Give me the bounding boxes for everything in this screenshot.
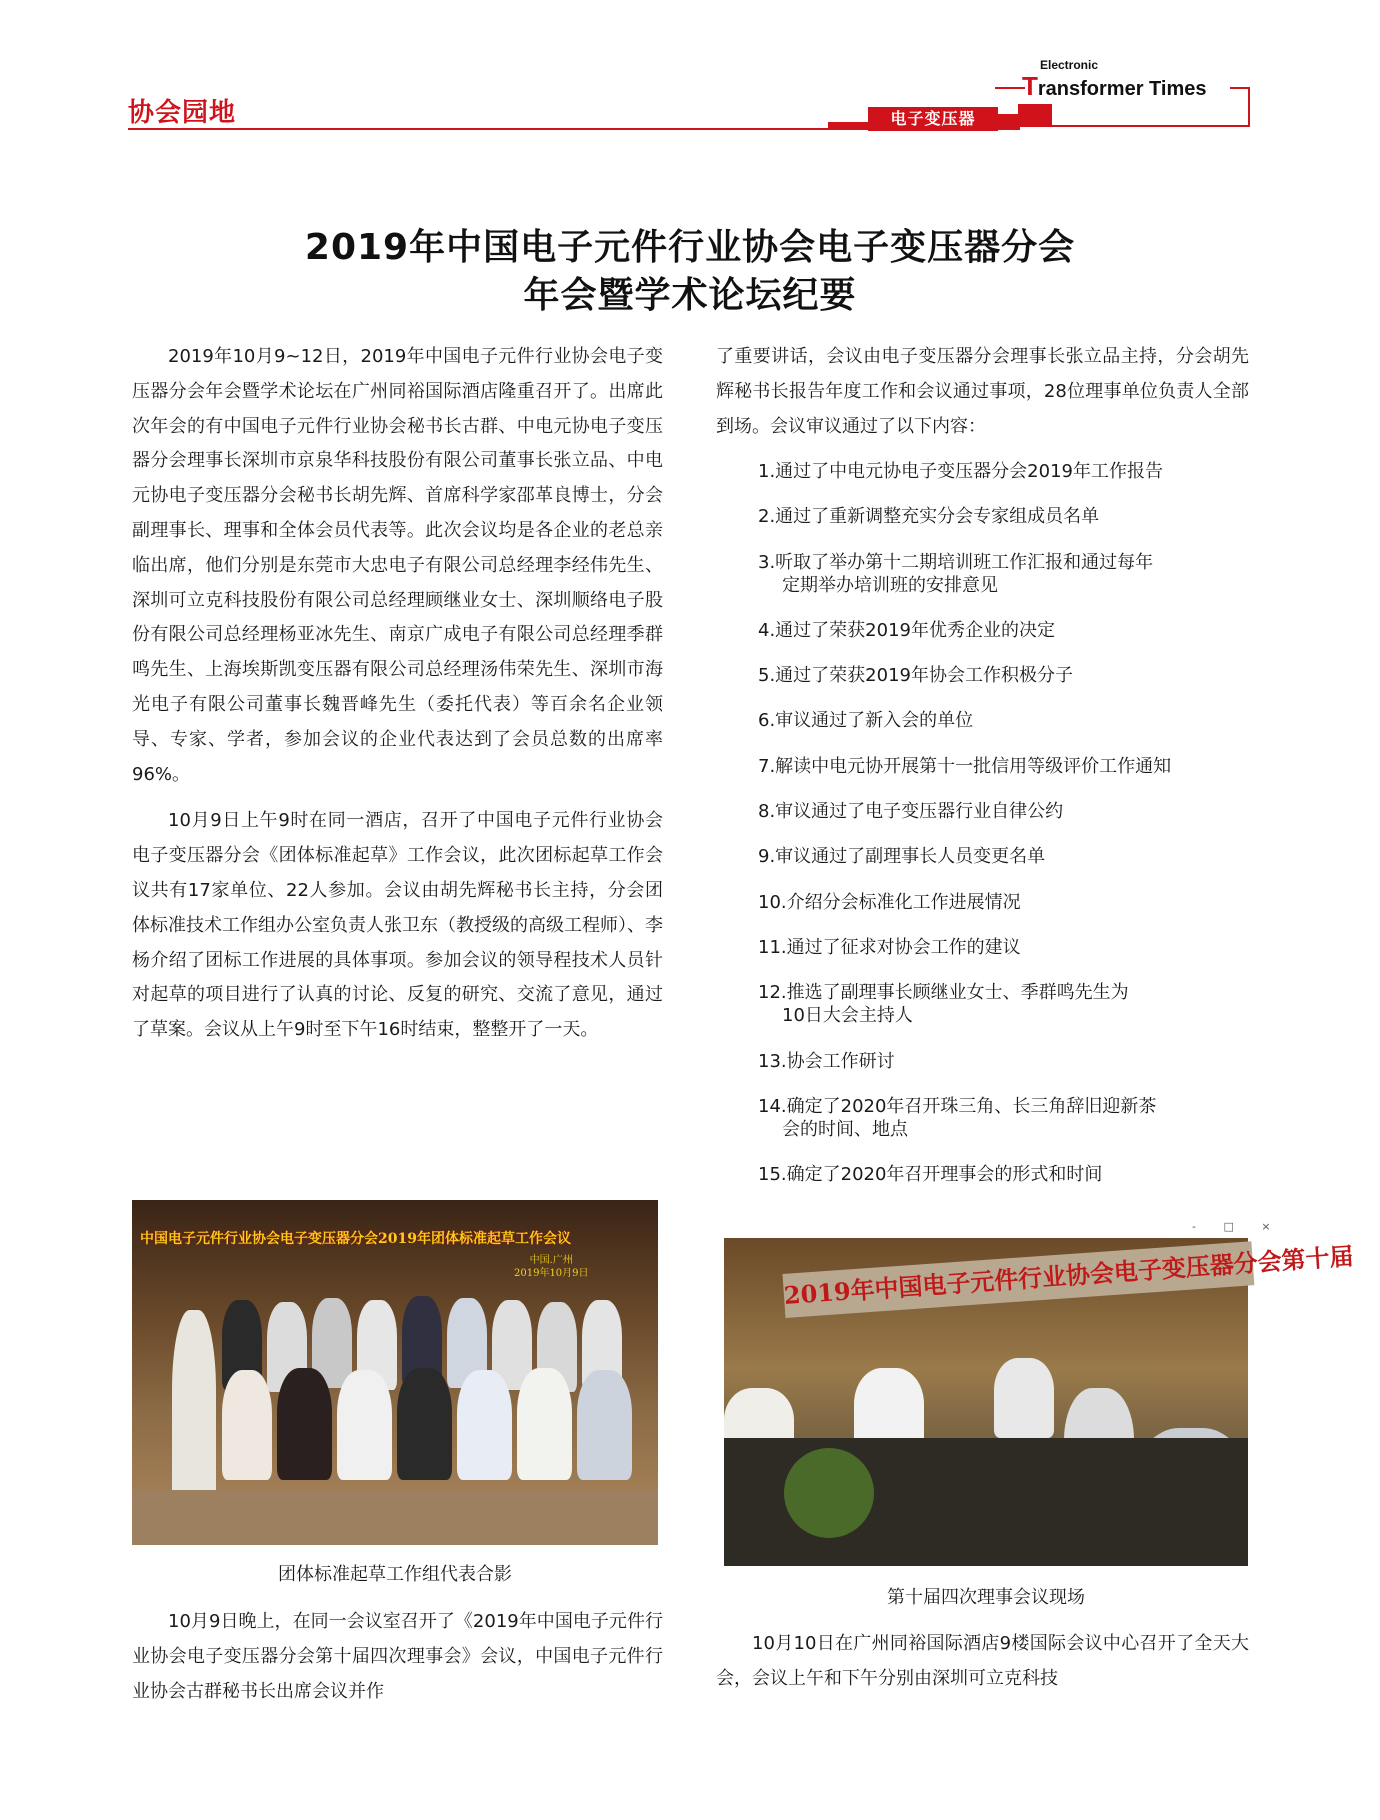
header-step-2 <box>998 114 1020 130</box>
photo-caption-right: 第十届四次理事会议现场 <box>887 1587 1085 1608</box>
paragraph-right-1: 了重要讲话，会议由电子变压器分会理事长张立品主持，分会胡先辉秘书长报告年度工作和会议通过事项，28位理事单位负责人全部到场。会议审议通过了以下内容： <box>716 346 1249 437</box>
list-item: 6.审议通过了新入会的单位 <box>758 710 974 732</box>
brand-line-vertical <box>1248 87 1250 127</box>
paragraph-right-2: 10月10日在广州同裕国际酒店9楼国际会议中心召开了全天大会，会议上午和下午分别由深圳可立克科技 <box>716 1633 1249 1689</box>
header-step-1 <box>828 122 868 130</box>
photo-banner: 中国电子元件行业协会电子变压器分会2019年团体标准起草工作会议 <box>140 1231 571 1247</box>
header-step-3 <box>1018 104 1052 127</box>
brand-line-left <box>995 87 1025 89</box>
paragraph-2: 10月9日上午9时在同一酒店，召开了中国电子元件行业协会电子变压器分会《团体标准起草》工作会议，此次团标起草工作会议共有17家单位、22人参加。会议由胡先辉秘书长主持，分会团体标准技术工作组办公室负责人张卫东（教授级的高级工程师）、李杨介绍了团标工作进展的具体事项。参加会议的领导程技术人员针对起草的项目进行了认真的讨论、反复的研究、交流了意见，通过了草案。会议从上午9时至下午16时结束，整整开了一天。 <box>132 810 663 1041</box>
header-rule <box>128 128 828 130</box>
list-item: 3.听取了举办第十二期培训班工作汇报和通过每年 定期举办培训班的安排意见 <box>758 551 1154 596</box>
paragraph-3: 10月9日晚上，在同一会议室召开了《2019年中国电子元件行业协会电子变压器分会第十届四次理事会》会议，中国电子元件行业协会古群秘书长出席会议并作 <box>132 1611 663 1702</box>
brand-initial: T <box>1022 71 1038 101</box>
brand-line-right <box>1230 87 1250 89</box>
person-figure <box>277 1368 332 1480</box>
person-figure <box>397 1368 452 1480</box>
list-item: 9.审议通过了副理事长人员变更名单 <box>758 846 1046 868</box>
list-item: 5.通过了荣获2019年协会工作积极分子 <box>758 665 1073 687</box>
photo-location: 中国.广州 2019年10月9日 <box>514 1255 589 1279</box>
window-controls: - □ × <box>1192 1220 1283 1233</box>
list-item: 13.协会工作研讨 <box>758 1050 895 1072</box>
article-title-line1: 2019年中国电子元件行业协会电子变压器分会 <box>304 227 1076 268</box>
plant <box>784 1448 874 1538</box>
person-figure <box>994 1358 1054 1438</box>
person-figure <box>172 1310 216 1510</box>
list-item: 4.通过了荣获2019年优秀企业的决定 <box>758 619 1055 641</box>
right-column-bottom <box>716 1627 1249 1709</box>
list-item: 10.介绍分会标准化工作进展情况 <box>758 891 1021 913</box>
resolution-list <box>758 460 1248 1208</box>
photo-floor <box>132 1490 658 1545</box>
list-item: 12.推选了副理事长顾继业女士、季群鸣先生为 10日大会主持人 <box>758 982 1129 1027</box>
person-figure <box>457 1370 512 1480</box>
brand-rest: ransformer Times <box>1037 78 1207 100</box>
brand-small-text: Electronic <box>1040 58 1099 72</box>
article-title <box>150 224 1230 320</box>
photo-banner: 2019年中国电子元件行业协会电子变压器分会第十届 <box>782 1241 1254 1318</box>
list-item: 2.通过了重新调整充实分会专家组成员名单 <box>758 506 1100 528</box>
list-item: 11.通过了征求对协会工作的建议 <box>758 936 1021 958</box>
left-column-bottom <box>132 1605 663 1721</box>
right-column <box>716 340 1249 456</box>
magazine-badge: 电子变压器 <box>868 107 998 131</box>
meeting-photo <box>724 1238 1355 1566</box>
left-column <box>132 340 663 1060</box>
brand-name <box>1022 71 1206 102</box>
photo-caption-left: 团体标准起草工作组代表合影 <box>278 1564 512 1585</box>
section-title: 协会园地 <box>128 98 237 128</box>
list-item: 7.解读中电元协开展第十一批信用等级评价工作通知 <box>758 755 1172 777</box>
person-figure <box>517 1368 572 1480</box>
list-item: 8.审议通过了电子变压器行业自律公约 <box>758 801 1064 823</box>
person-figure <box>577 1370 632 1480</box>
person-figure <box>222 1370 272 1480</box>
list-item: 14.确定了2020年召开珠三角、长三角辞旧迎新茶 会的时间、地点 <box>758 1095 1157 1140</box>
article-title-line2: 年会暨学术论坛纪要 <box>523 275 857 316</box>
person-figure <box>337 1370 392 1480</box>
paragraph-1: 2019年10月9~12日，2019年中国电子元件行业协会电子变压器分会年会暨学术论坛在广州同裕国际酒店隆重召开了。出席此次年会的有中国电子元件行业协会秘书长古群、中电元协电子变压器分会理事长深圳市京泉华科技股份有限公司董事长张立品、中电元协电子变压器分会秘书长胡先辉、首席科学家邵革良博士，分会副理事长、理事和全体会员代表等。此次会议均是各企业的老总亲临出席，他们分别是东莞市大忠电子有限公司总经理李经伟先生、深圳可立克科技股份有限公司总经理顾继业女士、深圳顺络电子股份有限公司总经理杨亚冰先生、南京广成电子有限公司总经理季群鸣先生、上海埃斯凯变压器有限公司总经理汤伟荣先生、深圳市海光电子有限公司董事长魏晋峰先生（委托代表）等百余名企业领导、专家、学者，参加会议的企业代表达到了会员总数的出席率96%。 <box>132 346 663 785</box>
list-item: 15.确定了2020年召开理事会的形式和时间 <box>758 1164 1103 1186</box>
list-item: 1.通过了中电元协电子变压器分会2019年工作报告 <box>758 461 1163 482</box>
brand-line-bottom <box>1050 125 1250 127</box>
group-photo <box>132 1200 658 1545</box>
